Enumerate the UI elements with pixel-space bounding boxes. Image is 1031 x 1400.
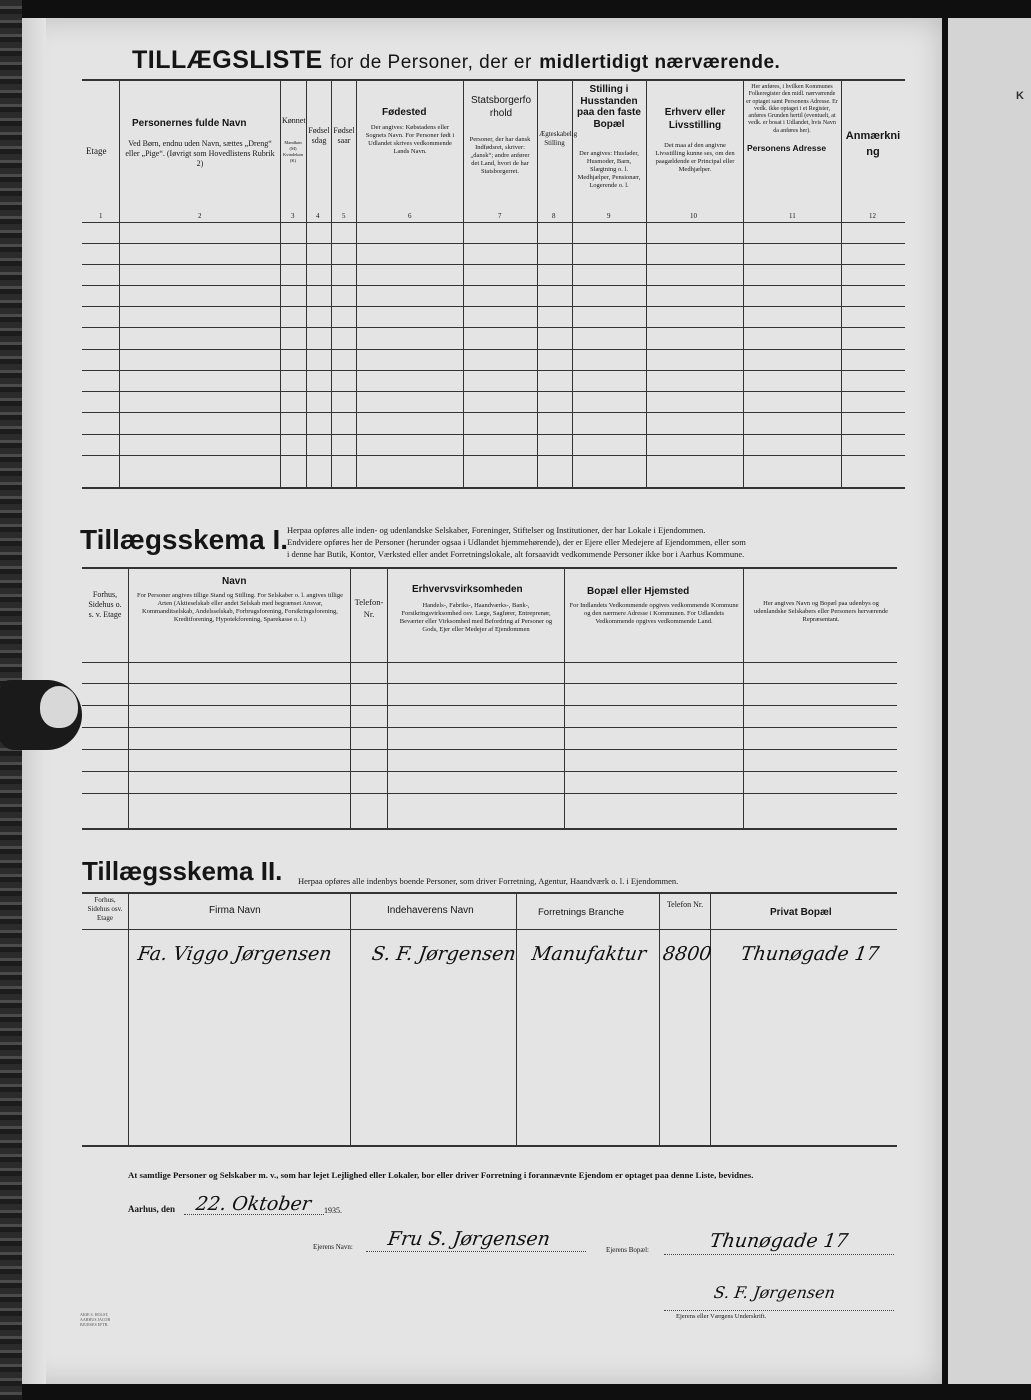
s2-col-etage: Forhus, Sidehus osv. Etage — [87, 896, 123, 922]
col-no-10: 10 — [690, 212, 697, 220]
owner-name-label: Ejerens Navn: — [313, 1243, 353, 1251]
schema-1-desc-1: Herpaa opføres alle inden- og udenlandske Selskaber, Foreninger, Stiftelser og Institutioner, der har Lokale i Ejendommen. — [287, 525, 706, 535]
col-sub-statsborger: Personer, der har dansk Indfødsret, skriver: „dansk“; andre anfører det Land, hvori de har Statsborgerret. — [469, 136, 531, 175]
col-head-navn: Personernes fulde Navn — [132, 118, 247, 129]
s1-col-telefon: Telefon-Nr. — [354, 597, 384, 619]
date-handwritten: 22. Oktober — [194, 1193, 313, 1215]
facing-page-fragment: K — [1016, 90, 1024, 102]
owner-addr: Thunøgade 17 — [708, 1230, 850, 1252]
owner-addr-label: Ejerens Bopæl: — [606, 1246, 649, 1254]
col-head-fodselsdag: Fødselsdag — [308, 126, 330, 145]
entry-indehaver: S. F. Jørgensen — [370, 943, 518, 965]
col-no-12: 12 — [869, 212, 876, 220]
col-no-11: 11 — [789, 212, 796, 220]
col-head-stilling: Stilling i Husstanden paa den faste Bopæl — [577, 84, 641, 130]
thumb-holding-page — [0, 680, 82, 750]
col-no-9: 9 — [607, 212, 611, 220]
col-head-statsborger: Statsborgerforhold — [470, 95, 532, 119]
schema-1-title: Tillægsskema I. — [80, 524, 289, 555]
schema-1-desc-2: Endvidere opføres her de Personer (herunder ogsaa i Udlandet hjemmehørende), der er Ejere eller Medejere af Ejendommen, eller som — [287, 537, 746, 547]
title-bold: midlertidigt nærværende. — [539, 52, 781, 73]
place-label: Aarhus, den — [128, 1204, 176, 1214]
facing-page — [948, 18, 1031, 1384]
col-sub-erhverv: Det maa af den angivne Livsstilling kunne ses, om den paagældende er Principal eller Medhjælper. — [655, 142, 735, 173]
owner-name: Fru S. Jørgensen — [386, 1228, 552, 1250]
s1-col-erhverv-sub: Handels-, Fabriks-, Haandværks-, Bank-, Forsikringsvirksomhed osv. Læge, Sagfører, Entreprenør, Beværter eller Virksomhed med Befordring af Personer og Gods, Ejer eller Medejer af Ejendommen — [399, 602, 553, 633]
col-sub-konnet: Mandkøn (M) Kvindekøn (K) — [283, 140, 303, 163]
printer-mark: AKIE S. HOLST, AARHUS JACOB BJURSES EFTR. — [80, 1312, 111, 1327]
s1-col-bopael: Bopæl eller Hjemsted — [587, 586, 690, 597]
schema-2-desc: Herpaa opføres alle indenbys boende Personer, som driver Forretning, Agentur, Haandværk o. l. i Ejendommen. — [298, 876, 679, 886]
schema-2-title: Tillægsskema II. — [82, 856, 283, 886]
title-normal: for de Personer, der er — [330, 52, 532, 73]
col-head-konnet: Kønnet — [282, 116, 306, 125]
entry-telefon: 8800 — [661, 943, 713, 965]
title-main: TILLÆGSLISTE — [132, 46, 323, 74]
col-no-5: 5 — [342, 212, 346, 220]
entry-firma: Fa. Viggo Jørgensen — [136, 943, 334, 965]
col-sub-fodested: Der angives: Købstadens eller Sognets Navn. For Personer født i Udlandet skrives vedkommende Lands Navn. — [365, 124, 455, 155]
s2-col-firma: Firma Navn — [209, 905, 261, 916]
col-no-4: 4 — [316, 212, 320, 220]
col-sub-stilling: Der angives: Husfader, Husmoder, Barn, Slægtning o. l. Medhjælper, Pensionær, Logerende o. l. — [577, 150, 641, 189]
col-no-1: 1 — [99, 212, 103, 220]
signature-label: Ejerens eller Værgens Underskrift. — [676, 1313, 767, 1320]
col-sub-navn: Ved Børn, endnu uden Navn, sættes „Dreng“ eller „Pige“. (Iøvrigt som Hovedlistens Rubrik 2) — [125, 139, 275, 168]
s1-col-erhverv: Erhvervsvirksomheden — [412, 584, 523, 595]
col-no-8: 8 — [552, 212, 556, 220]
col-no-2: 2 — [198, 212, 202, 220]
s1-col-repr-sub: Her angives Navn og Bopæl paa udenbys og udenlandske Selskabers eller Personers herværende Repræsentant. — [754, 600, 888, 623]
s1-col-navn-sub: For Personer angives tillige Stand og Stilling. For Selskaber o. l. angives tillige Arten (Aktieselskab eller andet Selskab med begrænset Ansvar, Kommanditselskab, Andelsselskab, Forbrugsforening, Forsikringsforening, Kreditforening, Hypotekforening, Sparekasse o. l.) — [137, 592, 343, 623]
entry-bopael: Thunøgade 17 — [739, 943, 881, 965]
s1-col-navn: Navn — [222, 576, 247, 587]
s1-col-bopael-sub: For Indlandets Vedkommende opgives vedkommende Kommune og den nærmere Adresse i Kommunen. For Udlandets Vedkommende opgives vedkommende Land. — [569, 602, 739, 625]
col-head-etage: Etage — [86, 146, 107, 156]
entry-branche: Manufaktur — [530, 943, 648, 965]
col-head-erhverv: Erhverv eller Livsstilling — [664, 107, 726, 131]
s2-col-telefon: Telefon Nr. — [666, 900, 704, 909]
schema-1-desc-3: i denne har Butik, Kontor, Værksted eller andet Forretningslokale, alt forsaavidt vedkommende Personer ikke bor i Aarhus Kommune. — [287, 549, 745, 559]
col-head-anmaerkning: Anmærkning — [845, 130, 901, 158]
s2-col-bopael: Privat Bopæl — [770, 907, 832, 918]
s1-col-etage: Forhus, Sidehus o. s. v. Etage — [88, 590, 122, 619]
col-head-fodselsaar: Fødselsaar — [333, 126, 355, 145]
col-head-fodested: Fødested — [382, 107, 427, 118]
form-title — [132, 46, 780, 75]
col-no-3: 3 — [291, 212, 295, 220]
col-no-7: 7 — [498, 212, 502, 220]
s2-col-branche: Forretnings Branche — [538, 907, 625, 918]
col-sub-adresse: Her anføres, i hvilken Kommunes Folkeregister den midl. nærværende er optaget samt Personens Adresse. Er vedk. ikke optaget i et Register, anføres Grunden hertil (eventuelt, at vedk. er bosat i Udlandet, hvis Navn da anføres her). — [746, 84, 838, 134]
signature: S. F. Jørgensen — [712, 1283, 837, 1302]
col-head-aegteskab: Ægteskabelig Stilling — [539, 130, 578, 147]
s2-col-indehaver: Indehaverens Navn — [387, 905, 474, 916]
col-no-6: 6 — [408, 212, 412, 220]
col-head-adresse: Personens Adresse — [747, 143, 827, 153]
declaration-text: At samtlige Personer og Selskaber m. v., som har lejet Lejlighed eller Lokaler, bor eller driver Forretning i forannævnte Ejendom er optaget paa denne Liste, bevidnes. — [128, 1170, 754, 1180]
year: 1935. — [324, 1206, 342, 1215]
